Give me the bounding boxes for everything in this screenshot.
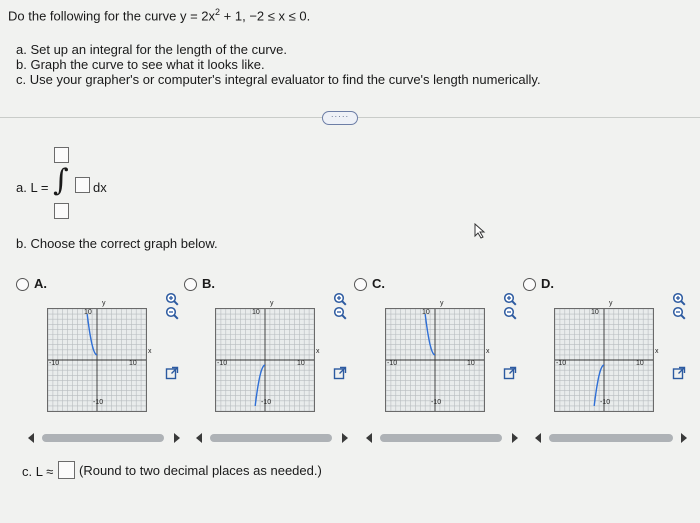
graph-scrollbar[interactable] xyxy=(42,434,164,442)
zoom-in-icon[interactable] xyxy=(672,292,686,306)
problem-exponent: 2 xyxy=(215,7,221,17)
zoom-in-icon[interactable] xyxy=(503,292,517,306)
problem-prefix: Do the following for the curve y = 2x xyxy=(8,8,216,24)
part-a-instruction: a. Set up an integral for the length of the curve. xyxy=(16,42,288,57)
axis-label-ymax: 10 xyxy=(252,309,260,316)
zoom-out-icon[interactable] xyxy=(165,306,179,320)
scroll-right-icon[interactable] xyxy=(342,433,348,443)
axis-label-y: y xyxy=(102,300,106,307)
axis-label-x: x xyxy=(486,348,490,355)
zoom-out-icon[interactable] xyxy=(503,306,517,320)
axis-label-xmax: 10 xyxy=(636,360,644,367)
more-button[interactable]: ····· xyxy=(322,111,358,125)
axis-label-ymin: -10 xyxy=(431,399,442,406)
length-answer-input[interactable] xyxy=(58,461,75,479)
scroll-left-icon[interactable] xyxy=(535,433,541,443)
scroll-left-icon[interactable] xyxy=(28,433,34,443)
axis-label-xmax: 10 xyxy=(467,360,475,367)
upper-limit-input[interactable] xyxy=(54,147,69,163)
scroll-left-icon[interactable] xyxy=(196,433,202,443)
zoom-out-icon[interactable] xyxy=(333,306,347,320)
popout-icon[interactable] xyxy=(333,366,347,380)
zoom-out-icon[interactable] xyxy=(672,306,686,320)
option-c-label: C. xyxy=(372,276,385,291)
integral-sign-icon: ∫ xyxy=(53,163,69,198)
lower-limit-input[interactable] xyxy=(54,203,69,219)
zoom-in-icon[interactable] xyxy=(333,292,347,306)
integrand-input[interactable] xyxy=(75,177,90,193)
popout-icon[interactable] xyxy=(672,366,686,380)
popout-icon[interactable] xyxy=(165,366,179,380)
answer-c-label: c. L ≈ xyxy=(22,464,54,479)
axis-label-xmin: -10 xyxy=(217,360,228,367)
option-b-radio[interactable] xyxy=(184,278,197,291)
answer-b-prompt: b. Choose the correct graph below. xyxy=(16,236,218,251)
answer-a-label: a. L = xyxy=(16,180,49,195)
axis-label-ymin: -10 xyxy=(93,399,104,406)
part-c-instruction: c. Use your grapher's or computer's integral evaluator to find the curve's length numerically. xyxy=(16,72,541,87)
axis-label-ymin: -10 xyxy=(261,399,272,406)
axis-label-ymax: 10 xyxy=(84,309,92,316)
axis-label-x: x xyxy=(148,348,152,355)
axis-label-xmin: -10 xyxy=(49,360,60,367)
axis-label-x: x xyxy=(655,348,659,355)
option-d-label: D. xyxy=(541,276,554,291)
axis-label-y: y xyxy=(609,300,613,307)
axis-label-y: y xyxy=(440,300,444,307)
zoom-in-icon[interactable] xyxy=(165,292,179,306)
axis-label-xmin: -10 xyxy=(387,360,398,367)
graph-scrollbar[interactable] xyxy=(549,434,673,442)
problem-suffix: + 1, −2 ≤ x ≤ 0. xyxy=(220,8,311,24)
axis-label-xmin: -10 xyxy=(556,360,567,367)
axis-label-xmax: 10 xyxy=(297,360,305,367)
problem-statement xyxy=(8,7,310,23)
rounding-note: (Round to two decimal places as needed.) xyxy=(79,463,322,478)
graph-scrollbar[interactable] xyxy=(380,434,502,442)
option-a-radio[interactable] xyxy=(16,278,29,291)
popout-icon[interactable] xyxy=(503,366,517,380)
option-c-radio[interactable] xyxy=(354,278,367,291)
option-a-label: A. xyxy=(34,276,47,291)
axis-label-xmax: 10 xyxy=(129,360,137,367)
part-b-instruction: b. Graph the curve to see what it looks like. xyxy=(16,57,265,72)
axis-label-y: y xyxy=(270,300,274,307)
axis-label-ymax: 10 xyxy=(591,309,599,316)
cursor-icon xyxy=(474,223,486,244)
option-b-label: B. xyxy=(202,276,215,291)
scroll-right-icon[interactable] xyxy=(174,433,180,443)
axis-label-ymin: -10 xyxy=(600,399,611,406)
option-d-radio[interactable] xyxy=(523,278,536,291)
axis-label-ymax: 10 xyxy=(422,309,430,316)
scroll-right-icon[interactable] xyxy=(512,433,518,443)
scroll-left-icon[interactable] xyxy=(366,433,372,443)
scroll-right-icon[interactable] xyxy=(681,433,687,443)
graph-scrollbar[interactable] xyxy=(210,434,332,442)
dx-label: dx xyxy=(93,180,107,195)
axis-label-x: x xyxy=(316,348,320,355)
